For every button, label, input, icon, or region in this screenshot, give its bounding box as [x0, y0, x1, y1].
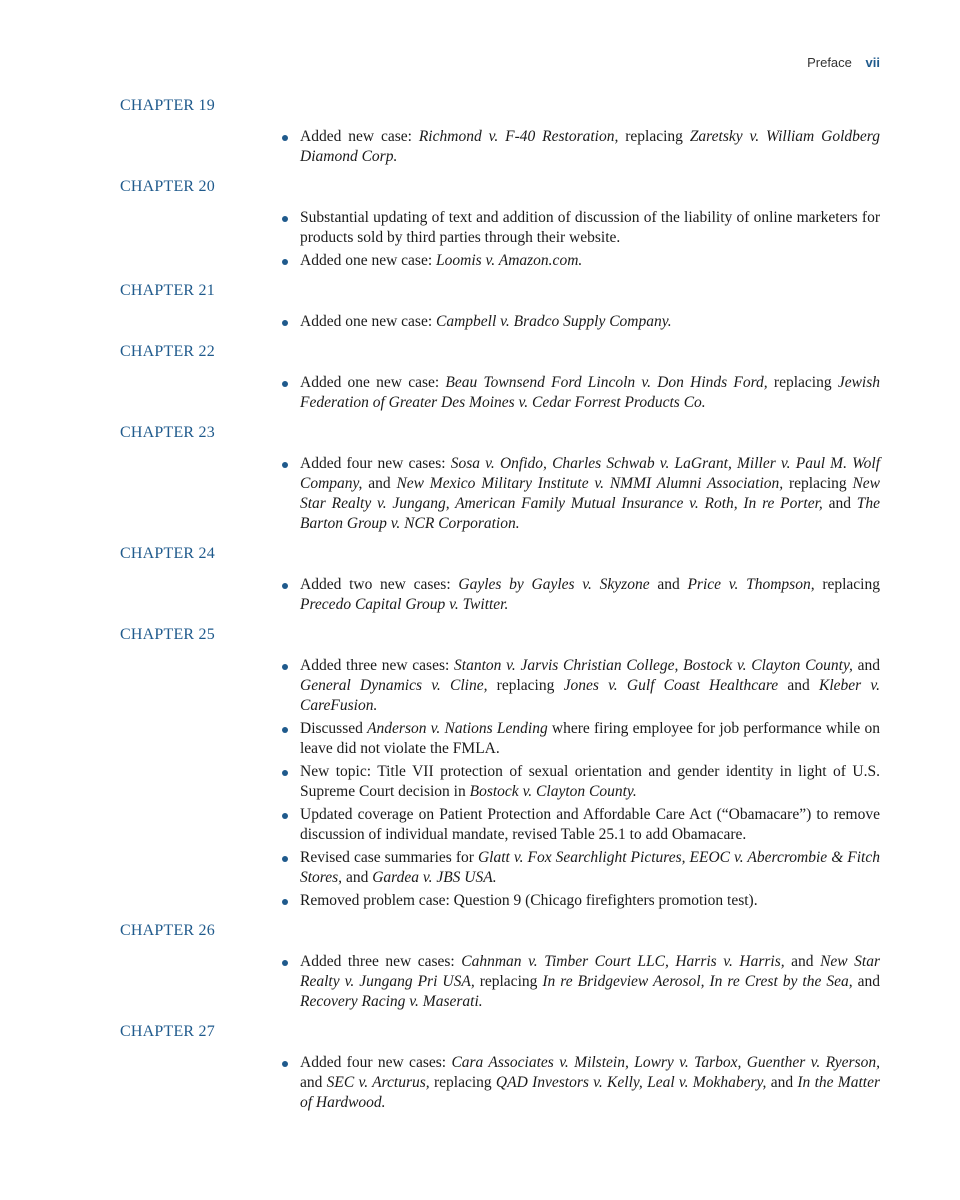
bullet-item: [280, 891, 880, 911]
case-name: Beau Townsend Ford Lincoln v. Don Hinds Ford,: [445, 374, 768, 391]
case-name: Cahnman v. Timber Court LLC, Harris v. Harris,: [461, 953, 785, 970]
bullet-text: replacing: [487, 677, 564, 694]
bullet-dot-icon: [282, 899, 288, 905]
bullet-text: and: [852, 657, 880, 674]
page-number: vii: [865, 55, 880, 70]
bullet-text: and: [766, 1074, 798, 1091]
bullet-dot-icon: [282, 813, 288, 819]
bullet-text: Removed problem case: Question 9 (Chicago firefighters promotion test).: [300, 892, 758, 909]
bullet-text: and: [822, 495, 857, 512]
case-name: Stanton v. Jarvis Christian College, Bostock v. Clayton County,: [454, 657, 853, 674]
bullet-text: and: [778, 677, 819, 694]
bullet-text: Added four new cases:: [300, 1054, 452, 1071]
bullet-text: Added two new cases:: [300, 576, 459, 593]
bullet-dot-icon: [282, 135, 288, 141]
chapter-section: [120, 95, 880, 167]
case-name: Richmond v. F-40 Restoration,: [418, 128, 619, 145]
bullet-list: [120, 1053, 880, 1113]
chapter-heading: CHAPTER 25: [120, 626, 215, 643]
bullet-dot-icon: [282, 462, 288, 468]
bullet-text: New topic: Title VII protection of sexual orientation and gender identity in light of U.S. Supreme Court decision in: [300, 763, 880, 800]
chapter-section: [120, 624, 880, 911]
bullet-list: [120, 127, 880, 167]
case-name: In re Bridgeview Aerosol, In re Crest by the Sea,: [542, 973, 853, 990]
case-name: New Star Realty v. Jungang Pri USA,: [300, 953, 880, 990]
bullet-item: [280, 848, 880, 888]
bullet-text: Added new case:: [300, 128, 419, 145]
chapter-heading: CHAPTER 23: [120, 424, 215, 441]
bullet-item: [280, 952, 880, 1012]
case-name: Price v. Thompson,: [687, 576, 815, 593]
case-name: Jewish Federation of Greater Des Moines v. Cedar Forrest Products Co.: [300, 374, 880, 411]
bullet-item: [280, 454, 880, 534]
bullet-dot-icon: [282, 727, 288, 733]
bullet-text: replacing: [767, 374, 838, 391]
bullet-text: Added three new cases:: [300, 657, 455, 674]
chapter-section: [120, 920, 880, 1012]
bullet-text: and: [362, 475, 397, 492]
bullet-text: Added three new cases:: [300, 953, 462, 970]
bullet-item: [280, 312, 880, 332]
bullet-text: replacing: [618, 128, 690, 145]
bullet-text: Added four new cases:: [300, 455, 451, 472]
bullet-dot-icon: [282, 259, 288, 265]
running-head: [807, 55, 880, 70]
case-name: Precedo Capital Group v. Twitter.: [300, 596, 509, 613]
bullet-item: [280, 1053, 880, 1113]
bullet-dot-icon: [282, 856, 288, 862]
case-name: Campbell v. Bradco Supply Company.: [436, 313, 672, 330]
case-name: Glatt v. Fox Searchlight Pictures, EEOC v. Abercrombie & Fitch Stores,: [300, 849, 880, 886]
bullet-text: Updated coverage on Patient Protection and Affordable Care Act (“Obamacare”) to remove discussion of individual mandate, revised Table 25.1 to add Obamacare.: [300, 806, 880, 843]
chapter-heading: CHAPTER 20: [120, 178, 215, 195]
bullet-list: [120, 656, 880, 911]
bullet-item: [280, 719, 880, 759]
bullet-item: [280, 805, 880, 845]
bullet-text: and: [342, 869, 373, 886]
chapter-section: [120, 422, 880, 534]
bullet-dot-icon: [282, 320, 288, 326]
bullet-list: [120, 454, 880, 534]
bullet-item: [280, 208, 880, 248]
chapter-section: [120, 1021, 880, 1113]
case-name: Gardea v. JBS USA.: [372, 869, 497, 886]
case-name: Cara Associates v. Milstein, Lowry v. Tarbox, Guenther v. Ryerson,: [451, 1054, 880, 1071]
case-name: Jones v. Gulf Coast Healthcare: [563, 677, 779, 694]
bullet-dot-icon: [282, 960, 288, 966]
case-name: Anderson v. Nations Lending: [367, 720, 548, 737]
case-name: In the Matter of Hardwood.: [300, 1074, 880, 1111]
bullet-text: replacing: [814, 576, 880, 593]
bullet-text: replacing: [783, 475, 853, 492]
bullet-dot-icon: [282, 664, 288, 670]
case-name: Kleber v. CareFusion.: [300, 677, 881, 714]
bullet-text: Discussed: [300, 720, 368, 737]
case-name: New Star Realty v. Jungang, American Family Mutual Insurance v. Roth, In re Porter,: [300, 475, 881, 512]
bullet-text: and: [649, 576, 688, 593]
bullet-list: [120, 575, 880, 615]
bullet-dot-icon: [282, 583, 288, 589]
bullet-item: [280, 127, 880, 167]
bullet-item: [280, 656, 880, 716]
case-name: Loomis v. Amazon.com.: [436, 252, 583, 269]
bullet-list: [120, 312, 880, 332]
bullet-list: [120, 952, 880, 1012]
case-name: General Dynamics v. Cline,: [300, 677, 488, 694]
chapter-heading: CHAPTER 22: [120, 343, 215, 360]
chapter-heading: CHAPTER 24: [120, 545, 215, 562]
bullet-item: [280, 762, 880, 802]
chapter-heading: CHAPTER 26: [120, 922, 215, 939]
bullet-list: [120, 208, 880, 271]
bullet-text: replacing: [474, 973, 543, 990]
bullet-text: and: [784, 953, 821, 970]
bullet-dot-icon: [282, 1061, 288, 1067]
case-name: New Mexico Military Institute v. NMMI Alumni Association,: [396, 475, 784, 492]
case-name: Sosa v. Onfido, Charles Schwab v. LaGrant, Miller v. Paul M. Wolf Company,: [300, 455, 881, 492]
case-name: Zaretsky v. William Goldberg Diamond Corp.: [300, 128, 880, 165]
bullet-text: Substantial updating of text and addition of discussion of the liability of online marketers for products sold by third parties through their website.: [300, 209, 880, 246]
case-name: The Barton Group v. NCR Corporation.: [300, 495, 880, 532]
case-name: Gayles by Gayles v. Skyzone: [458, 576, 650, 593]
chapter-heading: CHAPTER 27: [120, 1023, 215, 1040]
bullet-item: [280, 373, 880, 413]
bullet-text: Added one new case:: [300, 252, 437, 269]
case-name: SEC v. Arcturus,: [326, 1074, 430, 1091]
case-name: Recovery Racing v. Maserati.: [300, 993, 483, 1010]
bullet-text: Added one new case:: [300, 313, 437, 330]
bullet-text: Added one new case:: [300, 374, 446, 391]
bullet-item: [280, 251, 880, 271]
bullet-dot-icon: [282, 216, 288, 222]
chapter-section: [120, 543, 880, 615]
chapter-section: [120, 176, 880, 271]
chapter-section: [120, 341, 880, 413]
bullet-text: and: [852, 973, 880, 990]
chapter-heading: CHAPTER 19: [120, 97, 215, 114]
chapter-section: [120, 280, 880, 332]
bullet-text: Revised case summaries for: [300, 849, 478, 866]
case-name: QAD Investors v. Kelly, Leal v. Mokhabery,: [495, 1074, 767, 1091]
bullet-item: [280, 575, 880, 615]
bullet-text: and: [300, 1074, 327, 1091]
chapter-heading: CHAPTER 21: [120, 282, 215, 299]
case-name: Bostock v. Clayton County.: [469, 783, 637, 800]
running-head-section: Preface: [807, 55, 852, 70]
bullet-dot-icon: [282, 381, 288, 387]
preface-content: [120, 95, 880, 1122]
bullet-dot-icon: [282, 770, 288, 776]
bullet-text: where firing employee for job performance while on leave did not violate the FMLA.: [300, 720, 880, 757]
bullet-text: replacing: [429, 1074, 496, 1091]
bullet-list: [120, 373, 880, 413]
